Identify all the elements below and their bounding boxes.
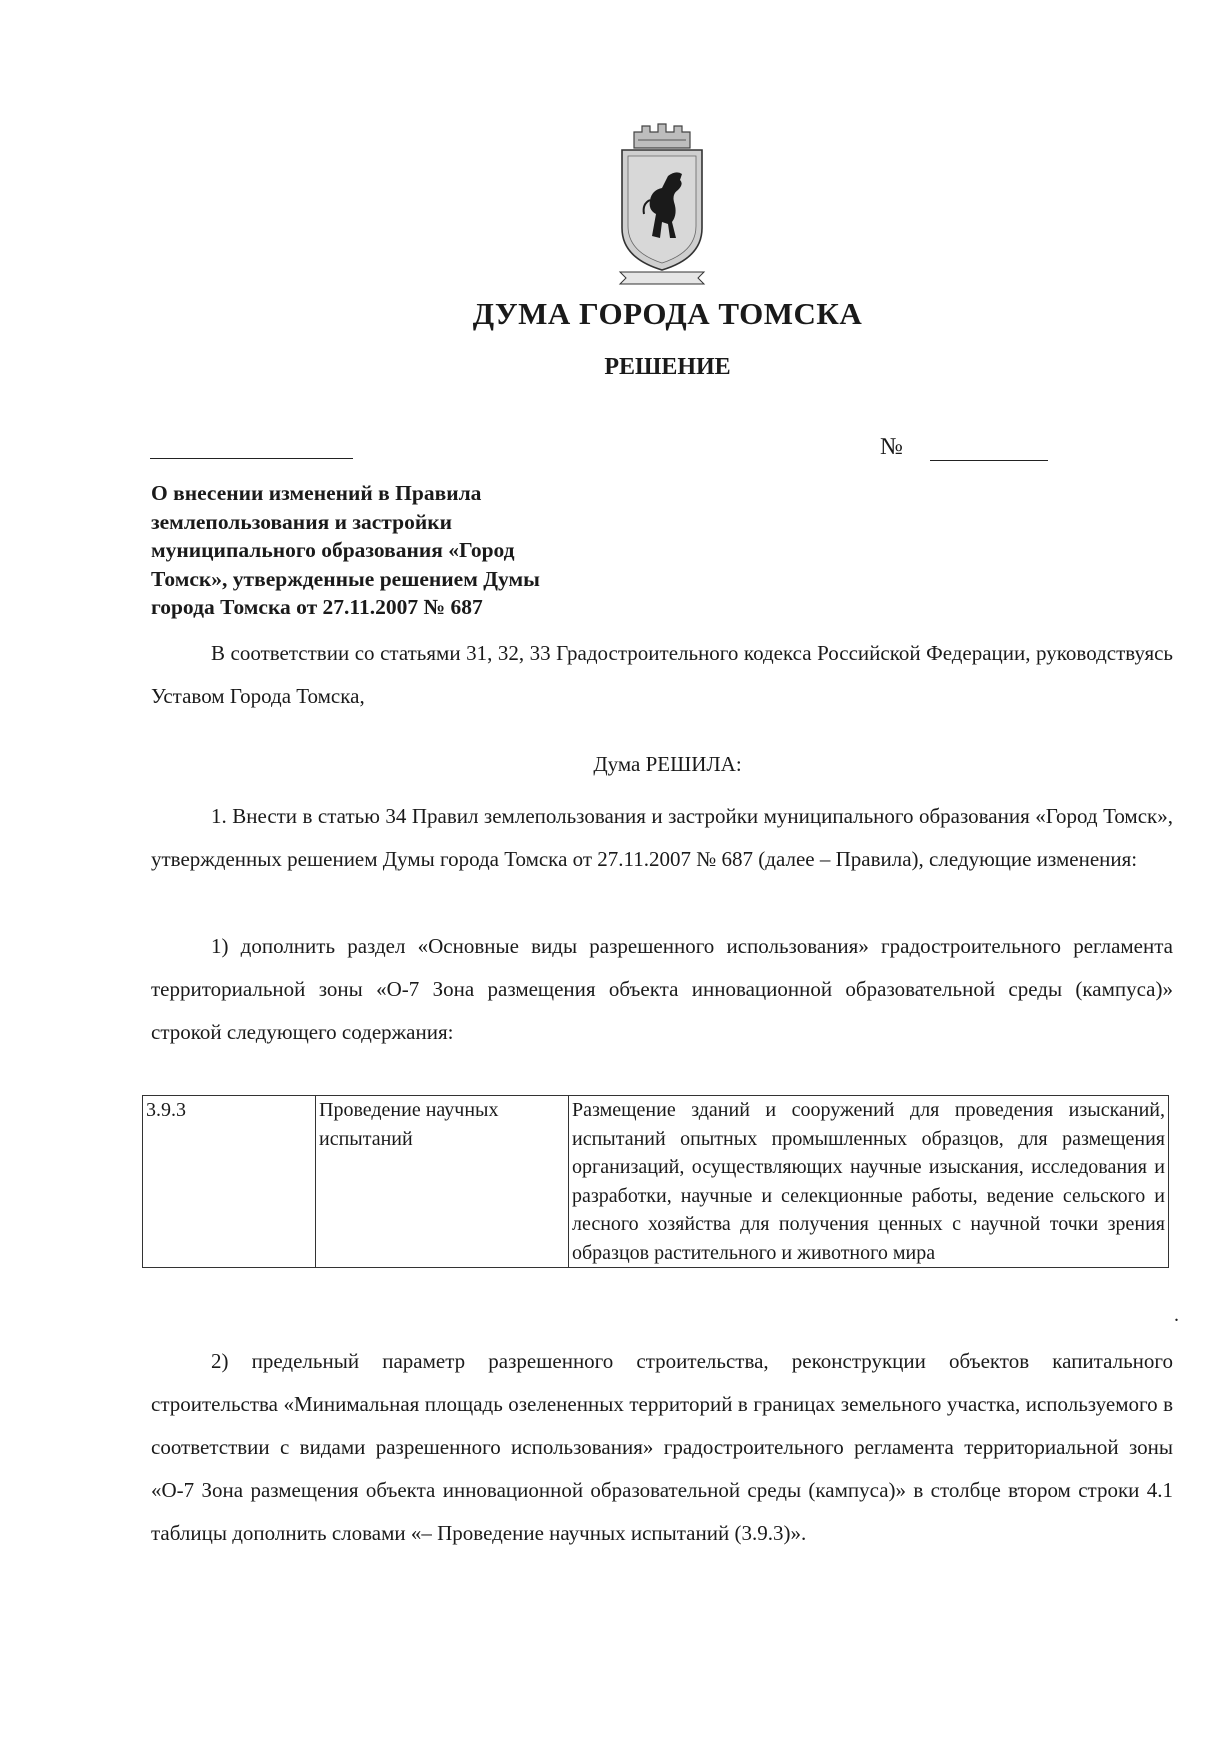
permitted-use-table <box>142 1095 1169 1268</box>
number-blank-line <box>930 460 1048 461</box>
description-cell: Размещение зданий и сооружений для проведения изысканий, испытаний опытных промышленных образцов, для размещения организаций, осуществляющих научные изыскания, исследования и разработки, научные и селекционные работы, ведение сельского и лесного хозяйства для получения ценных с научной точки зрения образцов растительного и животного мира <box>569 1096 1169 1268</box>
document-type: РЕШЕНИЕ <box>604 354 731 380</box>
resolved-heading: Дума РЕШИЛА: <box>593 752 742 776</box>
number-sign: № <box>880 434 903 460</box>
subject-line: О внесении изменений в Правила <box>151 481 482 505</box>
date-blank-line <box>150 458 353 459</box>
subject-line: землепользования и застройки <box>151 509 452 534</box>
table-trailing-period: . <box>1174 1304 1179 1326</box>
code-cell: 3.9.3 <box>143 1096 316 1268</box>
use-name-cell: Проведение научных испытаний <box>316 1096 569 1268</box>
item-1-paragraph: 1. Внести в статью 34 Правил землепользования и застройки муниципального образования «Город Томск», утвержденных решением Думы города Томска от 27.11.2007 № 687 (далее – Правила), следующие изменения: <box>151 804 1173 871</box>
item-1-1-paragraph: 1) дополнить раздел «Основные виды разрешенного использования» градостроительного регламента территориальной зоны «О-7 Зона размещения объекта инновационной образовательной среды (кампуса)» строкой следующего содержания: <box>151 934 1173 1044</box>
subject-line: города Томска от 27.11.2007 № 687 <box>151 595 483 619</box>
organization-title: ДУМА ГОРОДА ТОМСКА <box>472 296 863 331</box>
document-subject <box>151 479 611 622</box>
subject-line: муниципального образования «Город <box>151 538 515 562</box>
item-1-2-paragraph: 2) предельный параметр разрешенного строительства, реконструкции объектов капитального строительства «Минимальная площадь озелененных территорий в границах земельного участка, используемого в соответствии с видами разрешенного использования» градостроительного регламента территориальной зоны «О-7 Зона размещения объекта инновационной образовательной среды (кампуса)» в столбце втором строки 4.1 таблицы дополнить словами «– Проведение научных испытаний (3.9.3)». <box>151 1349 1173 1545</box>
table-row <box>143 1096 1169 1268</box>
preamble-paragraph: В соответствии со статьями 31, 32, 33 Градостроительного кодекса Российской Федерации, руководствуясь Уставом Города Томска, <box>151 641 1173 708</box>
coat-of-arms-icon <box>612 118 712 288</box>
subject-line: Томск», утвержденные решением Думы <box>151 566 540 591</box>
